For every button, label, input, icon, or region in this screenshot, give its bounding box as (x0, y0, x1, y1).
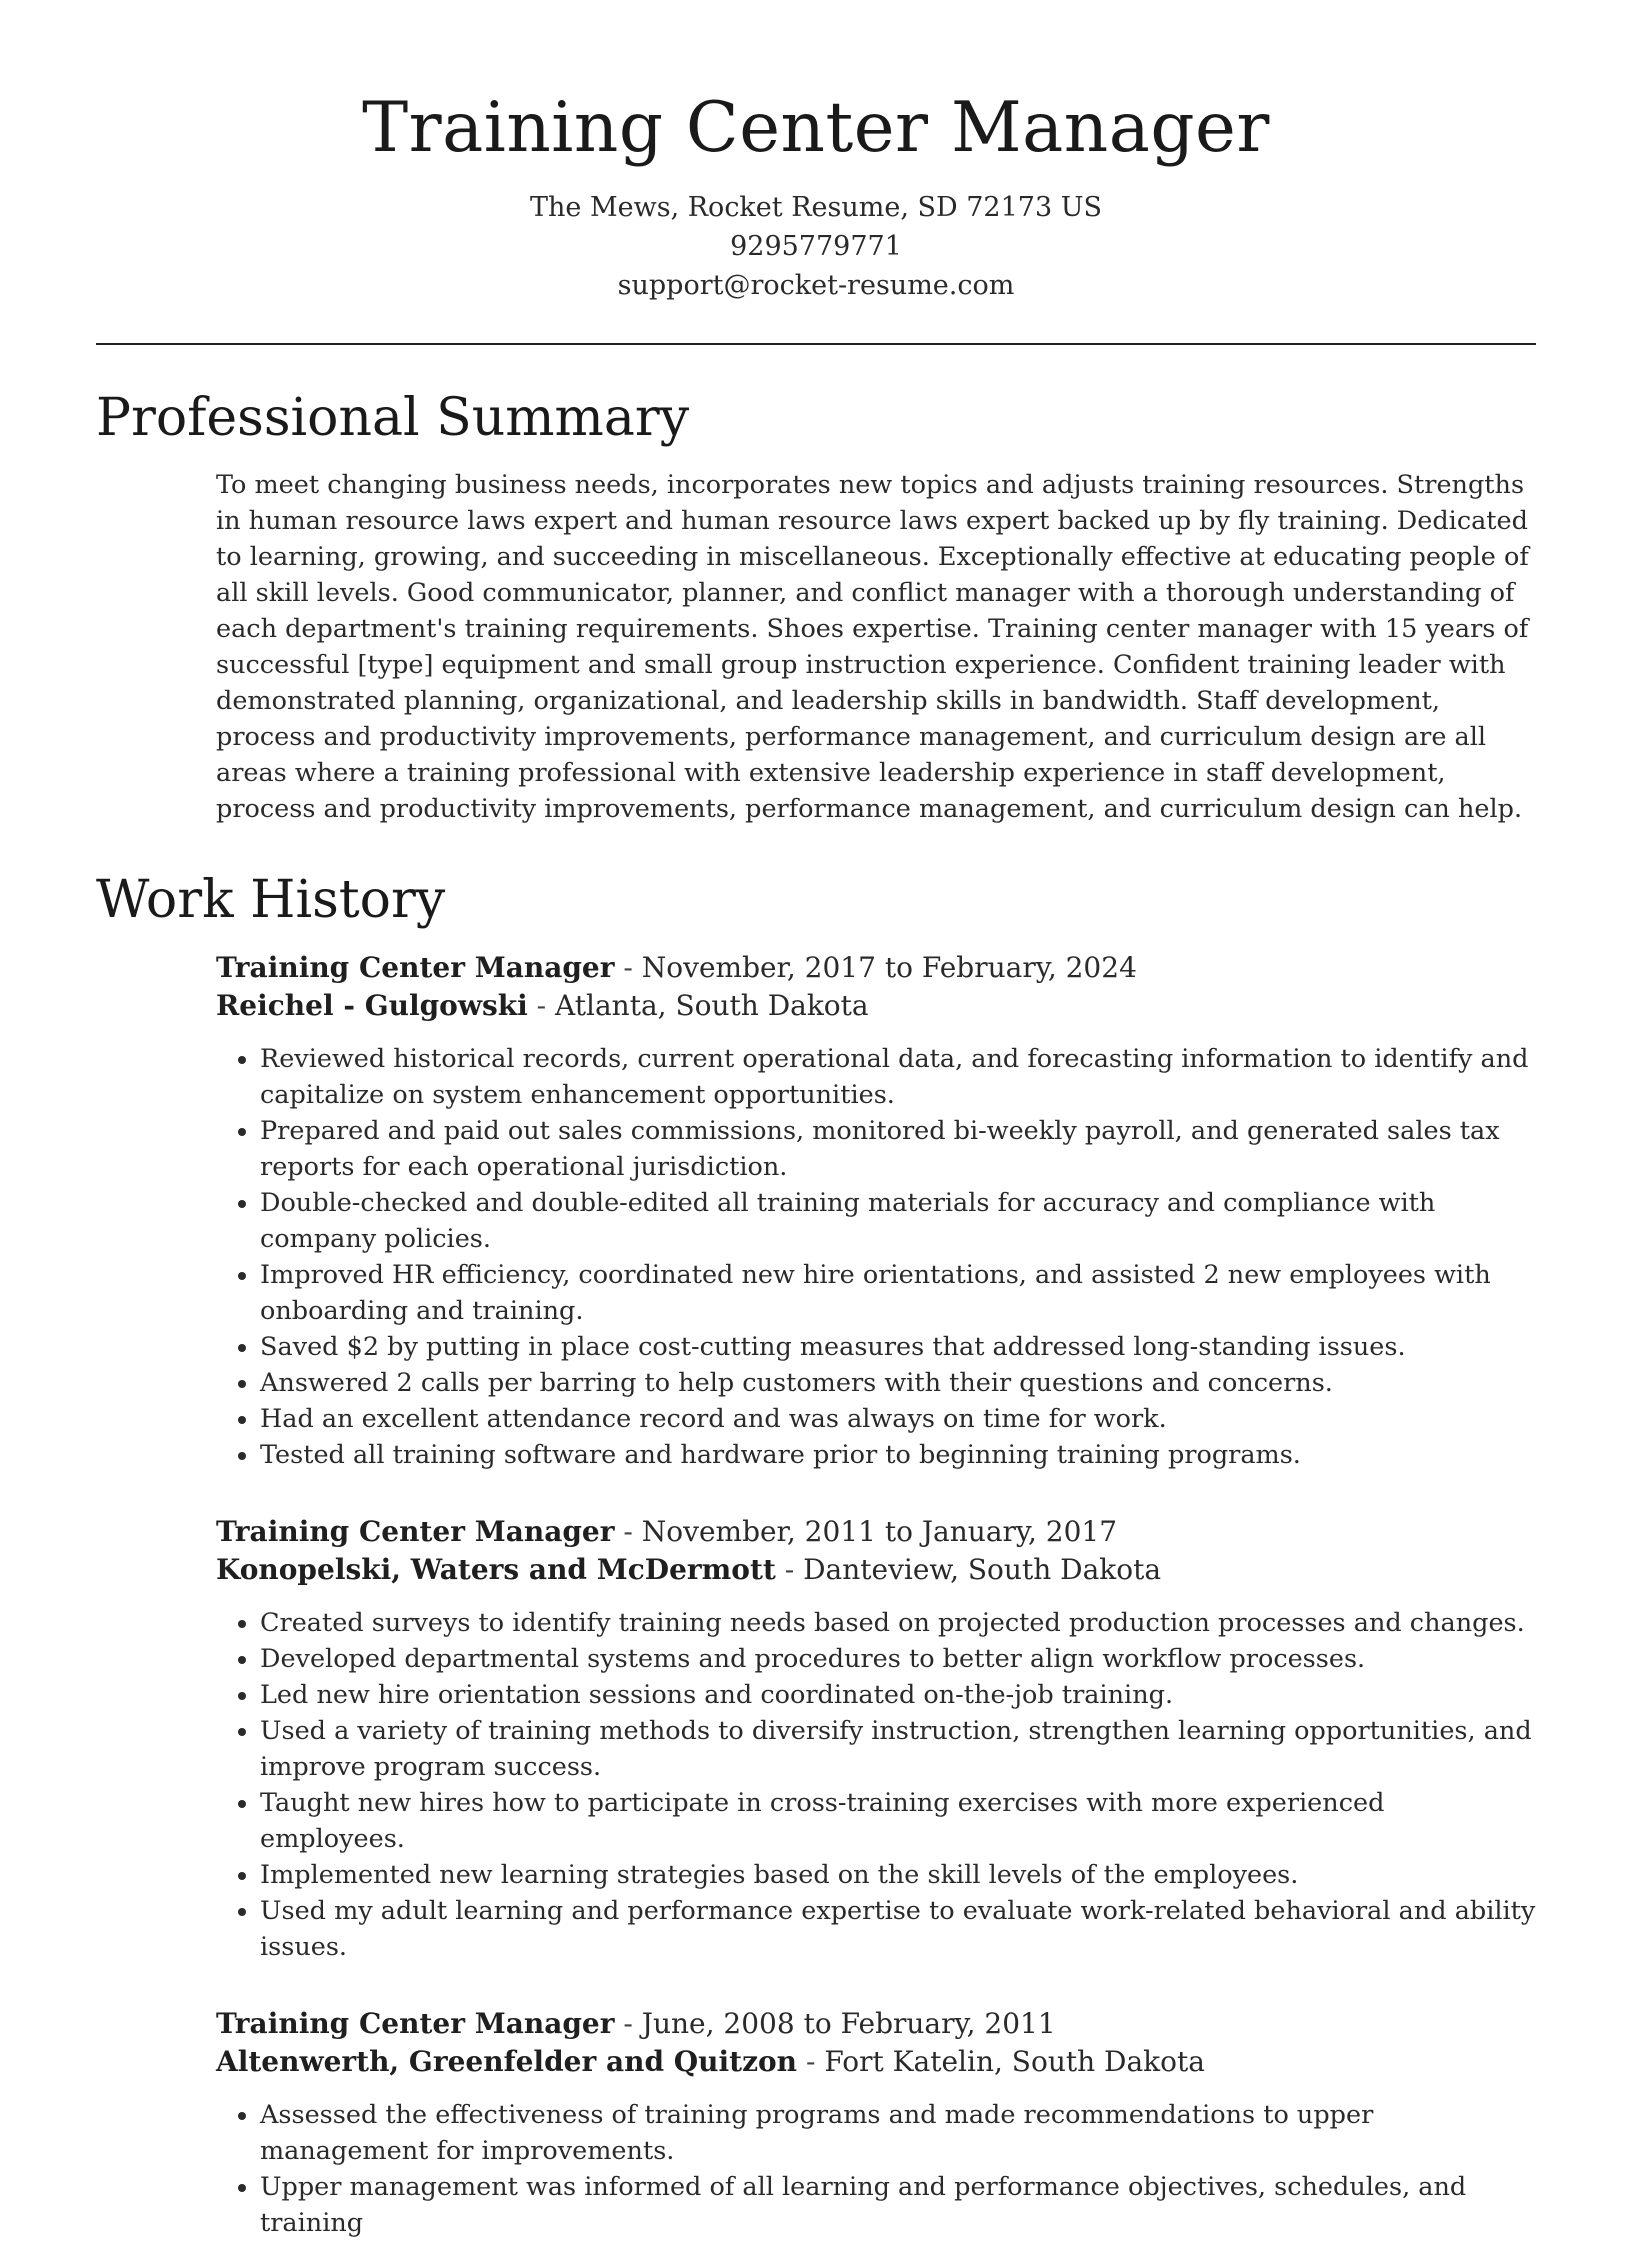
list-item: • Implemented new learning strategies based on the skill levels of the employees. (260, 1857, 1536, 1893)
separator: - (614, 951, 642, 984)
job-company: Konopelski, Waters and McDermott (216, 1553, 776, 1586)
job-title-line (216, 1513, 1536, 1551)
list-item: • Created surveys to identify training needs based on projected production processes and changes. (260, 1605, 1536, 1641)
list-item: • Reviewed historical records, current operational data, and forecasting information to identify and capitalize on system enhancement opportunities. (260, 1041, 1536, 1113)
list-item: • Improved HR efficiency, coordinated new hire orientations, and assisted 2 new employees with onboarding and training. (260, 1257, 1536, 1329)
list-item: • Double-checked and double-edited all training materials for accuracy and compliance with company policies. (260, 1185, 1536, 1257)
list-item: • Taught new hires how to participate in cross-training exercises with more experienced employees. (260, 1785, 1536, 1857)
separator: - (797, 2045, 825, 2078)
job-title: Training Center Manager (216, 1515, 615, 1548)
job-company-line (216, 2043, 1536, 2081)
work-history-section (216, 949, 1536, 2241)
job-dates: November, 2017 to February, 2024 (641, 951, 1137, 984)
header-divider (96, 343, 1536, 345)
job-location: Atlanta, South Dakota (555, 989, 869, 1022)
list-item: • Used my adult learning and performance expertise to evaluate work-related behavioral and ability issues. (260, 1893, 1536, 1965)
list-item: • Prepared and paid out sales commissions, monitored bi-weekly payroll, and generated sales tax reports for each operational jurisdiction. (260, 1113, 1536, 1185)
address: The Mews, Rocket Resume, SD 72173 US (530, 192, 1102, 223)
list-item: • Saved $2 by putting in place cost-cutting measures that addressed long-standing issues. (260, 1329, 1536, 1365)
summary-text: To meet changing business needs, incorporates new topics and adjusts training resources. Strengths in human resource laws expert and human resource laws expert backed up by fly training. Dedicated to learning, growing, and succeeding in miscellaneous. Exceptionally effective at educating people of all skill levels. Good communicator, planner, and conflict manager with a thorough understanding of each department's training requirements. Shoes expertise. Training center manager with 15 years of successful [type] equipment and small group instruction experience. Confident training leader with demonstrated planning, organizational, and leadership skills in bandwidth. Staff development, process and productivity improvements, performance management, and curriculum design are all areas where a training professional with extensive leadership experience in staff development, process and productivity improvements, performance management, and curriculum design can help. (216, 470, 1529, 824)
separator: - (614, 1515, 642, 1548)
list-item: • Led new hire orientation sessions and coordinated on-the-job training. (260, 1677, 1536, 1713)
contact-block (0, 188, 1632, 305)
job-location: Fort Katelin, South Dakota (824, 2045, 1205, 2078)
phone: 9295779771 (730, 231, 902, 262)
job-title-line (216, 2005, 1536, 2043)
job-company: Reichel - Gulgowski (216, 989, 528, 1022)
job-entry (216, 2005, 1536, 2241)
job-dates: November, 2011 to January, 2017 (641, 1515, 1118, 1548)
separator: - (527, 989, 556, 1022)
separator: - (614, 2007, 642, 2040)
list-item: • Assessed the effectiveness of training programs and made recommendations to upper management for improvements. (260, 2097, 1536, 2169)
job-company-line (216, 987, 1536, 1025)
job-title-line (216, 949, 1536, 987)
email: support@rocket-resume.com (617, 270, 1015, 301)
work-history-heading: Work History (96, 870, 446, 930)
job-title: Training Center Manager (216, 951, 615, 984)
job-entry (216, 1513, 1536, 1965)
job-bullets (216, 1041, 1536, 1473)
job-company-line (216, 1551, 1536, 1589)
job-bullets (216, 2097, 1536, 2241)
list-item: • Answered 2 calls per barring to help customers with their questions and concerns. (260, 1365, 1536, 1401)
job-company: Altenwerth, Greenfelder and Quitzon (216, 2045, 798, 2078)
job-title: Training Center Manager (216, 2007, 615, 2040)
separator: - (775, 1553, 804, 1586)
job-location: Danteview, South Dakota (803, 1553, 1162, 1586)
summary-heading: Professional Summary (96, 388, 690, 448)
list-item: • Developed departmental systems and procedures to better align workflow processes. (260, 1641, 1536, 1677)
job-bullets (216, 1605, 1536, 1965)
list-item: • Used a variety of training methods to diversify instruction, strengthen learning opportunities, and improve program success. (260, 1713, 1536, 1785)
summary-section (216, 467, 1536, 827)
list-item: • Tested all training software and hardware prior to beginning training programs. (260, 1437, 1536, 1473)
resume-header (0, 0, 1632, 305)
job-entry (216, 949, 1536, 1473)
resume-name: Training Center Manager (362, 88, 1270, 168)
list-item: • Had an excellent attendance record and was always on time for work. (260, 1401, 1536, 1437)
list-item: • Upper management was informed of all learning and performance objectives, schedules, and training (260, 2169, 1536, 2241)
job-dates: June, 2008 to February, 2011 (641, 2007, 1056, 2040)
